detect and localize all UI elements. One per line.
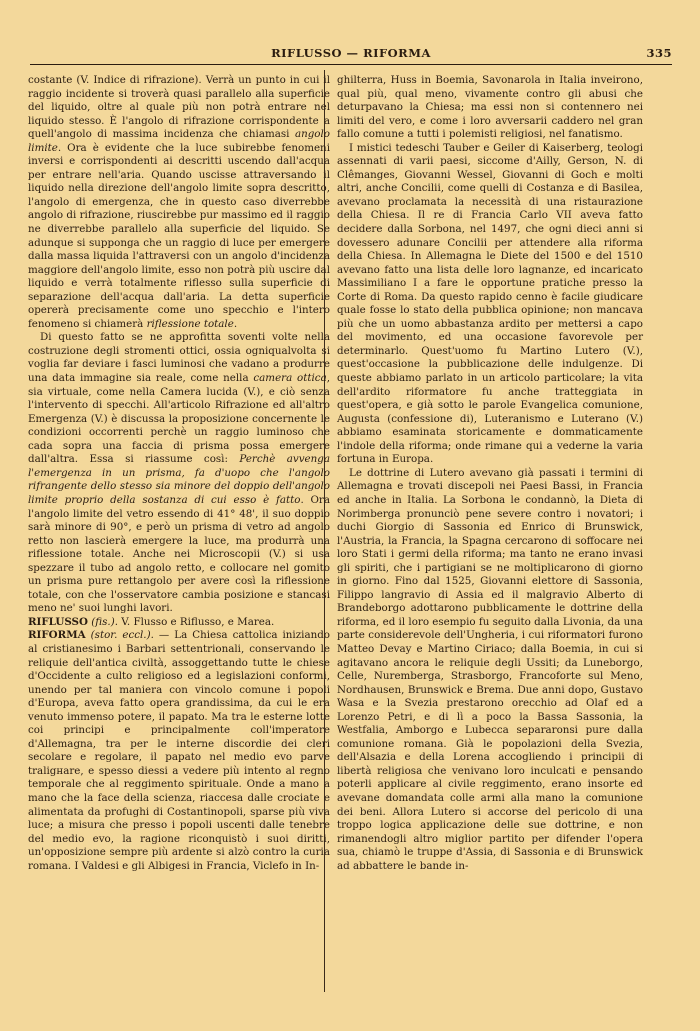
right-column — [337, 74, 643, 873]
left-column — [28, 74, 330, 873]
entry-riflusso — [28, 616, 330, 630]
term-camera-ottica: camera ottica — [253, 372, 327, 385]
page-number: 335 — [646, 46, 672, 60]
entry-text: . V. Flusso e Riflusso, e Marea. — [114, 615, 275, 628]
term-riflessione-totale: riflessione totale — [146, 317, 234, 330]
text-run: costante (V. Indice di rifrazione). Verrà un punto in cui il raggio incidente si troverà quasi parallelo alla superficie del liquido, oltre al quale più non potrà entrare nel liquido stesso. È l'angolo di rifrazione corrispondente a quell'angolo di massima incidenza che chiamasi — [28, 74, 330, 141]
text-run: . Ora l'angolo limite del vetro essendo di 41° 48', il suo doppio sarà minore di 90°, e però un prisma di vetro ad angolo retto non lascierà emergere la luce, ma produrrà una riflessione totale. Anche nei Microscopii (V.) si usa spezzare il tubo ad angolo retto, e collocare nel gomito un prisma pure rettangolo per avere così la riflessione totale, con che l'osservatore cambia posizione e stancasi meno ne' suoi lunghi lavori. — [28, 493, 330, 615]
headword-riforma: RIFORMA — [28, 629, 86, 642]
paragraph-continuation: ghilterra, Huss in Boemia, Savonarola in Italia inveirono, qual più, qual meno, vivamente contro gli abusi che deturpavano la Chiesa; ma essi non si contennero nei limiti del vero, e come i loro avversarii caddero nel gran fallo comune a tutti i polemisti religiosi, nel fanatismo. — [337, 74, 643, 141]
header-title: RIFLUSSO — RIFORMA — [271, 46, 431, 60]
paragraph-optical-instruments — [28, 331, 330, 615]
text-run: , sia virtuale, come nella Camera lucida (V.), e ciò senza l'intervento di specchi. All'articolo Rifrazione ed all'altro Emergenza (V.) è discussa la proposizione concernente le condizioni occorrenti perchè un raggio luminoso che cada sopra una faccia di prisma possa emergere dall'altra. Essa si riassume così: — [28, 372, 330, 466]
paragraph-mystics: I mistici tedeschi Tauber e Geiler di Kaiserberg, teologi assennati di varii paesi, siccome d'Ailly, Gerson, N. di Clêmanges, Giovanni Wessel, Giovanni di Goch e molti altri, anche Concilii, come quelli di Costanza e di Basilea, avevano proclamata la necessità di una ristaurazione della Chiesa. Il re di Francia Carlo VII aveva fatto decidere dalla Sorbona, nel 1497, che ogni dieci anni si dovessero adunare Concilii per attendere alla riforma della Chiesa. In Allemagna le Diete del 1500 e del 1510 avevano fatto una lista delle loro lagnanze, ed incaricato Massimiliano I a fare le opportune pratiche presso la Corte di Roma. Da questo rapido cenno è facile giudicare quale fosse lo stato della pubblica opinione; non mancava più che un uomo abbastanza ardito per mettersi a capo del movimento, ed una occasione favorevole per determinarlo. Quest'uomo fu Martino Lutero (V.), quest'occasione la pubblicazione delle indulgenze. Di queste abbiamo parlato in un articolo particolare; la vita dell'ardito riformatore fu anche tratteggiata in quest'opera, e già sotto le parole Evangelica comunione, Augusta (confessione di), Luteranismo e Luterano (V.) abbiamo esaminata storicamente e dommaticamente l'indole della riforma; onde rimane qui a vederne la varia fortuna in Europa. — [337, 141, 643, 466]
entry-tag: (stor. eccl.) — [90, 629, 151, 642]
text-run: . Ora è evidente che la luce subirebbe fenomeni inversi e corrispondenti ai descritti uscendo dall'acqua per entrare nell'aria. Quando uscisse attraversando il liquido nella direzione dell'angolo limite sopra descritto, l'angolo di emergenza, che in questo caso diverrebbe angolo di rifrazione, riuscirebbe pur massimo ed il raggio ne diverrebbe parallelo alla superficie del liquido. Se adunque si supponga che un raggio di luce per emergere dalla massa liquida l'attraversi con un angolo d'incidenza maggiore dell'angolo limite, esso non potrà più uscire dal liquido e verrà totalmente riflesso sulla superficie di separazione dell'acqua dall'aria. La detta superficie opererà precisamente come uno specchio e l'intero fenomeno si chiamerà — [28, 141, 330, 330]
text-run: . — [233, 317, 238, 330]
entry-text: . — La Chiesa cattolica iniziando al cristianesimo i Barbari settentrionali, conservando le reliquie dell'antica civiltà, assoggettando tutte le chiese d'Occidente a culto religioso ed a legislazioni conformi, unendo per tal maniera con vincolo comune i popoli d'Europa, aveva fatto opera grandissima, da cui le era venuto immenso potere, il papato. Ma tra le esterne lotte coi principi e principalmente coll'imperatore d'Allemagna, tra per le interne discordie dei cleri secolare e regolare, il papato nel medio evo parve traligнare, e spesso diessi a vedere più intento al regno temporale che al reggimento spirituale. Onde a mano a mano che la face della scienza, riaccesa dalle crociate e alimentata da profughi di Costantinopoli, sparse più viva luce; a misura che presso i popoli uscenti dalle tenebre del medio evo, la ragione riconquistò i suoi diritti, un'opposizione sempre più ardente si alzò contro la curia romana. I Valdesi e gli Albigesi in Francia, Viclefo in In- — [28, 629, 331, 872]
prism-rule-statement: Perchè avvenga l'emergenza in un prisma, fa d'uopo che l'angolo rifrangente dello stesso sia minore del doppio dell'angolo limite proprio della sostanza di cui esso è fatto — [28, 453, 330, 506]
text-run: Di questo fatto se ne approfitta soventi volte nella costruzione degli stromenti ottici, ossia ogniqualvolta si voglia far deviare i fasci luminosi che vadano a produrre una data immagine sia reale, come nella — [28, 331, 330, 385]
running-header — [30, 44, 672, 65]
entry-riforma — [28, 629, 330, 873]
entry-tag: (fis.) — [91, 615, 115, 628]
paragraph-refraction — [28, 74, 330, 331]
term-angolo-limite: angolo limite — [28, 128, 330, 154]
headword-riflusso: RIFLUSSO — [28, 615, 88, 628]
paragraph-luther-doctrines: Le dottrine di Lutero avevano già passati i termini di Allemagna e trovati discepoli nei Paesi Bassi, in Francia ed anche in Italia. La Sorbona le condannò, la Dieta di Norimberga pronunciò pene severe contro i novatori; i duchi Giorgio di Sassonia ed Enrico di Brunswick, l'Austria, la Francia, la Spagna cercarono di soffocare nei loro Stati i germi della riforma; ma tanto ne erano invasi gli spiriti, che i partigiani se ne moltiplicarono di giorno in giorno. Fino dal 1525, Giovanni elettore di Sassonia, Filippo langravio di Assia ed il malgravio Alberto di Brandeborgo adottarono pubblicamente le dottrine della riforma, ed il loro esempio fu seguito dalla Livonia, da una parte considerevole dell'Ungheria, i cui riformatori furono Matteo Devay e Martino Ciriaco; dalla Boemia, in cui si agitavano ancora le reliquie degli Ussiti; da Luneborgo, Celle, Nuremberga, Strasborgo, Francoforte sul Meno, Nordhausen, Brunswick e Brema. Due anni dopo, Gustavo Wasa e la Svezia prestarono orecchio ad Olaf ed a Lorenzo Petri, e di lì a poco la Bassa Sassonia, la Westfalia, Amborgo e Lubecca separaronsi pure dalla comunione romana. Già le popolazioni della Svezia, dell'Alsazia e della Lorena accogliendo i principii di libertà religiosa che venivano loro inculcati e pensando poterli applicare al civile reggimento, erano insorte ed avevane domandata colle armi alla mano la comunione dei beni. Allora Lutero si accorse del pericolo di una troppo logica applicazione delle sue dottrine, e non rimanendogli altro miglior partito per difender l'opera sua, chiamò le truppe d'Assia, di Sassonia e di Brunswick ad abbattere le bande in- — [337, 466, 644, 872]
